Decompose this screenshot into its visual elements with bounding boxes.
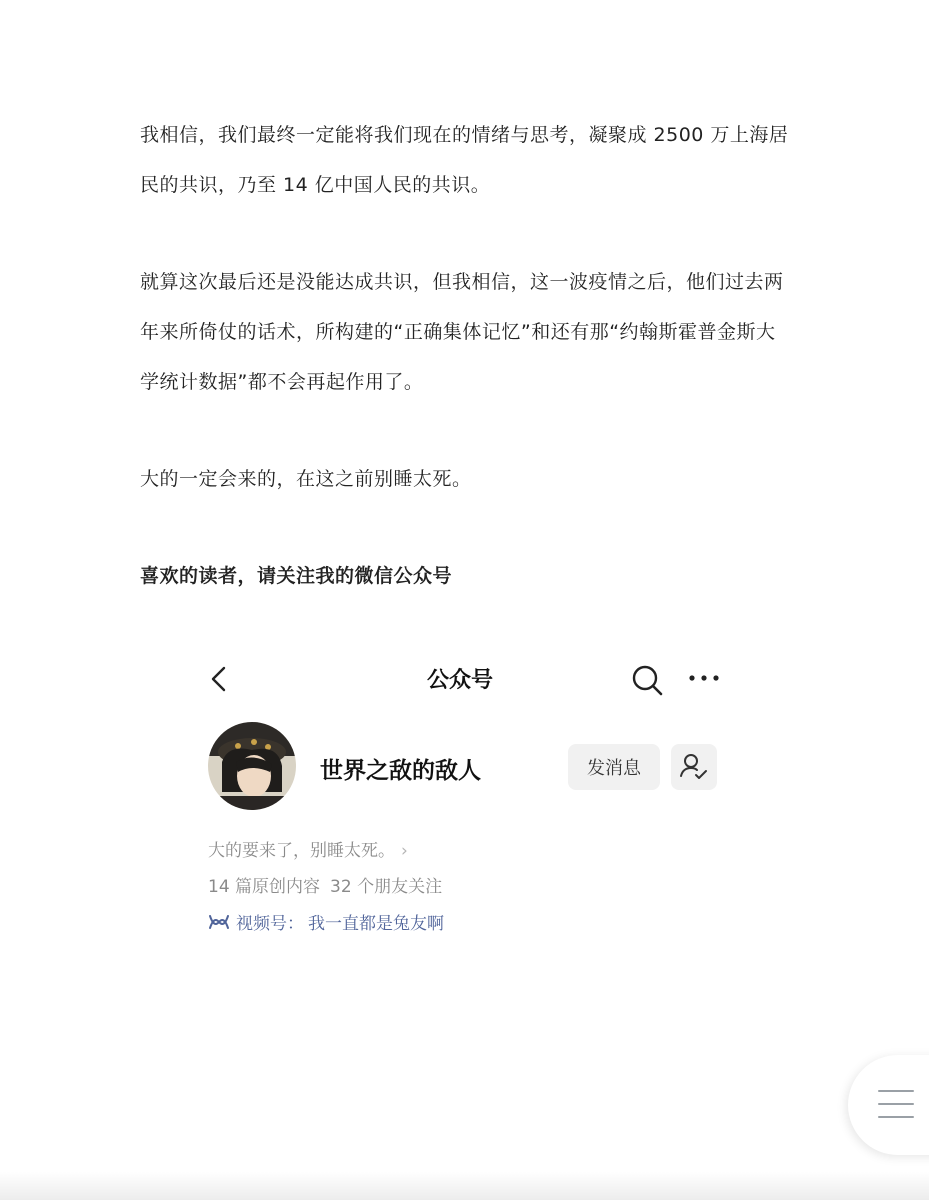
friends-following: 32 个朋友关注 — [330, 877, 443, 897]
account-name: 世界之敌的敌人 — [320, 758, 481, 784]
paragraph-line: 学统计数据”都不会再起作用了。 — [140, 371, 424, 393]
chevron-right-icon: › — [401, 841, 408, 861]
paragraph-1 — [140, 110, 800, 210]
article-body — [140, 110, 800, 648]
menu-icon — [878, 1090, 914, 1120]
paragraph-line: 我相信，我们最终一定能将我们现在的情绪与思考，凝聚成 2500 万上海居 — [140, 124, 789, 146]
bottom-shadow — [0, 1172, 929, 1200]
follow-user-icon — [671, 744, 717, 790]
avatar[interactable] — [208, 722, 296, 810]
account-description[interactable] — [208, 836, 408, 861]
paragraph-line: 民的共识，乃至 14 亿中国人民的共识。 — [140, 174, 491, 196]
account-stats — [208, 872, 442, 897]
more-icon[interactable] — [686, 668, 722, 688]
paragraph-line: 就算这次最后还是没能达成共识，但我相信，这一波疫情之后，他们过去两 — [140, 271, 784, 293]
articles-count: 14 篇原创内容 — [208, 877, 321, 897]
paragraph-line: 年来所倚仗的话术，所构建的“正确集体记忆”和还有那“约翰斯霍普金斯大 — [140, 321, 776, 343]
send-message-button[interactable]: 发消息 — [568, 744, 660, 790]
paragraph-line: 喜欢的读者，请关注我的微信公众号 — [140, 565, 453, 587]
channel-icon — [208, 913, 230, 931]
paragraph-line: 大的一定会来的，在这之前别睡太死。 — [140, 468, 472, 490]
channel-label: 视频号： — [236, 914, 304, 934]
paragraph-2 — [140, 257, 800, 407]
channel-link[interactable] — [208, 909, 444, 934]
follow-button[interactable] — [671, 744, 717, 790]
menu-button[interactable] — [848, 1055, 929, 1155]
card-topbar — [190, 650, 740, 710]
search-icon[interactable] — [630, 663, 664, 697]
paragraph-3 — [140, 454, 800, 504]
description-text: 大的要来了，别睡太死。 — [208, 841, 395, 861]
topbar-title: 公众号 — [426, 668, 493, 693]
official-account-card — [190, 650, 740, 960]
channel-name: 我一直都是兔友啊 — [308, 914, 444, 934]
follow-prompt — [140, 551, 800, 601]
